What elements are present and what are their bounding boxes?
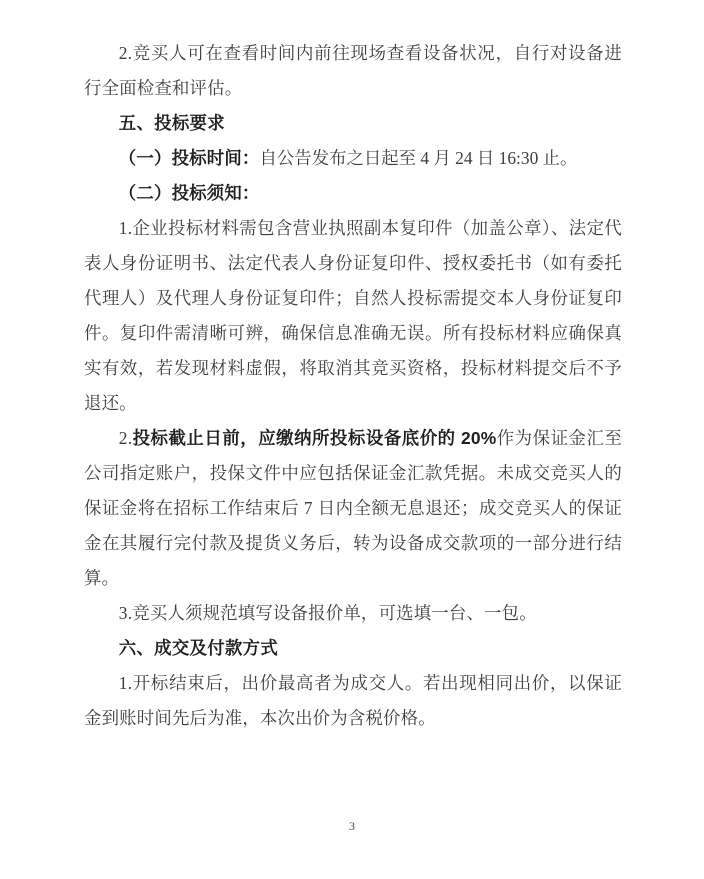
section-heading-bidding-requirements: 五、投标要求 [118,113,225,133]
subsection-bid-notice [84,176,622,211]
paragraph-bid-materials: 1.企业投标材料需包含营业执照副本复印件（加盖公章）、法定代表人身份证明书、法定代表人身份证复印件、授权委托书（如有委托代理人）及代理人身份证复印件；自然人投标需提交本人身份证复印件。复印件需清晰可辨，确保信息准确无误。所有投标材料应确保真实有效，若发现材料虚假，将取消其竞买资格，投标材料提交后不予退还。 [84,218,622,413]
paragraph-deposit-prefix: 2. [118,428,133,448]
paragraph-view-equipment: 2.竞买人可在查看时间内前往现场查看设备状况，自行对设备进行全面检查和评估。 [84,43,622,98]
section-heading-award-and-payment: 六、成交及付款方式 [118,638,279,658]
paragraph-quote-sheet: 3.竞买人须规范填写设备报价单，可选填一台、一包。 [118,603,537,623]
subsection-bid-time [84,141,622,176]
paragraph-award: 1.开标结束后，出价最高者为成交人。若出现相同出价，以保证金到账时间先后为准，本次出价为含税价格。 [84,673,622,728]
page-number: 3 [349,819,355,833]
paragraph-deposit [84,421,622,596]
paragraph-deposit-bold: 投标截止日前，应缴纳所投标设备底价的 20% [132,428,497,448]
subsection-bid-notice-label: （二）投标须知： [118,183,260,203]
subsection-bid-time-value: 自公告发布之日起至 4 月 24 日 16:30 止。 [259,148,578,168]
paragraph-deposit-text: 作为保证金汇至公司指定账户，投保文件中应包括保证金汇款凭据。未成交竞买人的保证金将在招标工作结束后 7 日内全额无息退还；成交竞买人的保证金在其履行完付款及提货义务后，转为设备成交款项的一部分进行结算。 [84,428,622,588]
subsection-bid-time-label: （一）投标时间： [118,148,260,168]
document-body [84,36,622,736]
